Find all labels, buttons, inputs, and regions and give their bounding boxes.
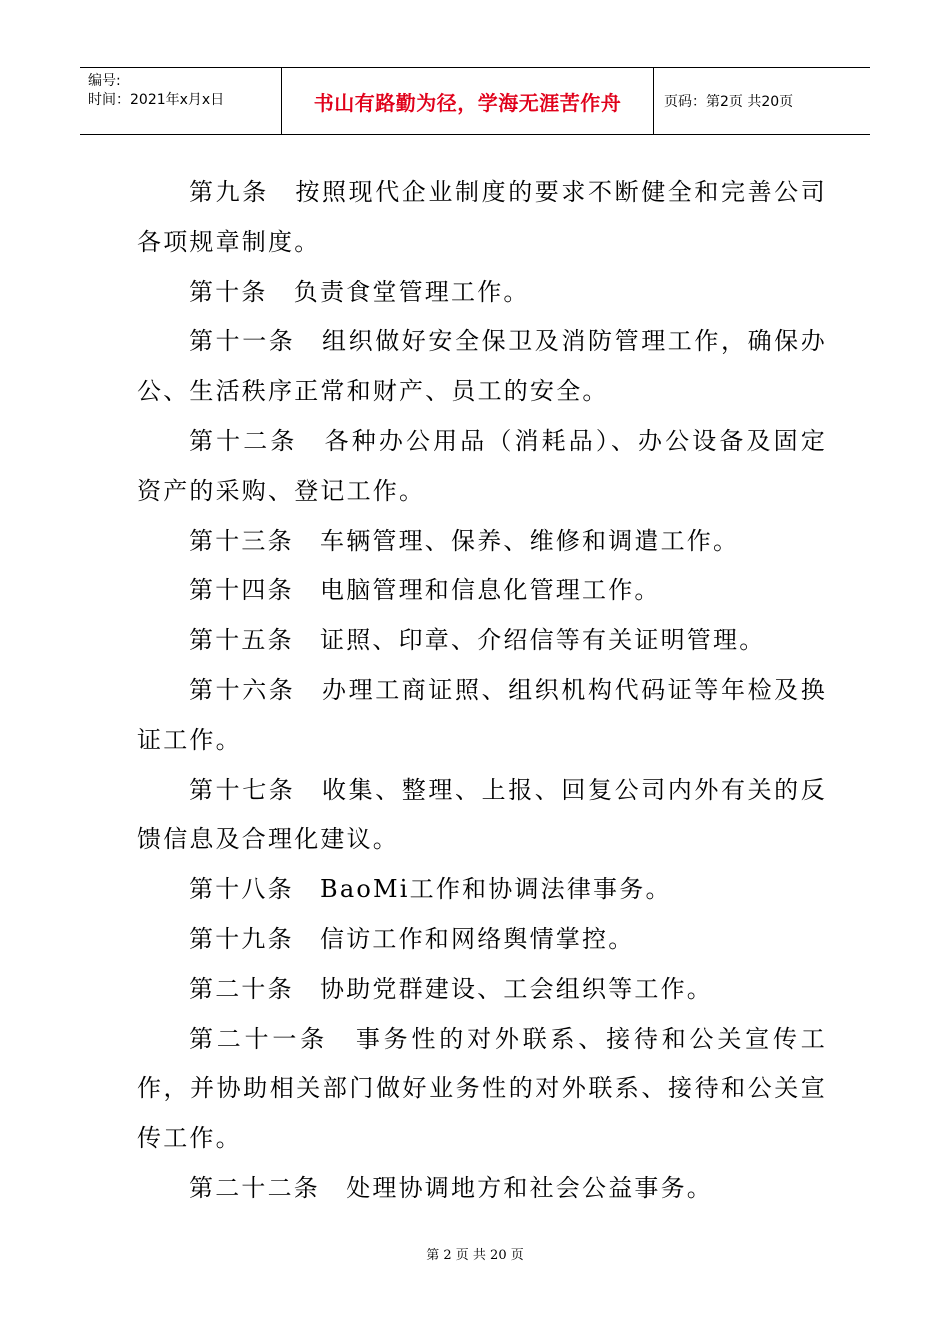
article-13: 第十三条 车辆管理、保养、维修和调遣工作。 xyxy=(189,526,740,555)
article-10: 第十条 负责食堂管理工作。 xyxy=(189,277,530,306)
header-page-info: 页码：第2页 共20页 xyxy=(664,94,794,110)
article-19: 第十九条 信访工作和网络舆情掌控。 xyxy=(189,924,635,953)
article-18: 第十八条 BaoMi工作和协调法律事务。 xyxy=(189,875,672,904)
article-15: 第十五条 证照、印章、介绍信等有关证明管理。 xyxy=(189,626,766,655)
article-11: 第十一条 组织做好安全保卫及消防管理工作，确保办公、生活秩序正常和财产、员工的安全。 xyxy=(137,327,827,406)
article-22: 第二十二条 处理协调地方和社会公益事务。 xyxy=(189,1173,713,1202)
header-meta xyxy=(80,68,282,134)
article-9: 第九条 按照现代企业制度的要求不断健全和完善公司各项规章制度。 xyxy=(137,178,827,256)
article-17: 第十七条 收集、整理、上报、回复公司内外有关的反馈信息及合理化建议。 xyxy=(137,775,827,854)
document-time-label: 时间：2021年x月x日 xyxy=(88,92,225,108)
article-20: 第二十条 协助党群建设、工会组织等工作。 xyxy=(189,974,713,1003)
page-footer: 第 2 页 共 20 页 xyxy=(426,1248,524,1263)
article-14: 第十四条 电脑管理和信息化管理工作。 xyxy=(189,576,661,605)
article-16: 第十六条 办理工商证照、组织机构代码证等年检及换证工作。 xyxy=(137,675,827,754)
article-12: 第十二条 各种办公用品（消耗品）、办公设备及固定资产的采购、登记工作。 xyxy=(137,426,827,505)
document-body xyxy=(137,168,827,1214)
article-21: 第二十一条 事务性的对外联系、接待和公关宣传工作，并协助相关部门做好业务性的对外联系、接待和公关宣传工作。 xyxy=(137,1024,827,1153)
page-header xyxy=(80,67,870,135)
header-motto: 书山有路勤为径，学海无涯苦作舟 xyxy=(282,68,654,134)
document-number-label: 编号: xyxy=(88,73,121,89)
